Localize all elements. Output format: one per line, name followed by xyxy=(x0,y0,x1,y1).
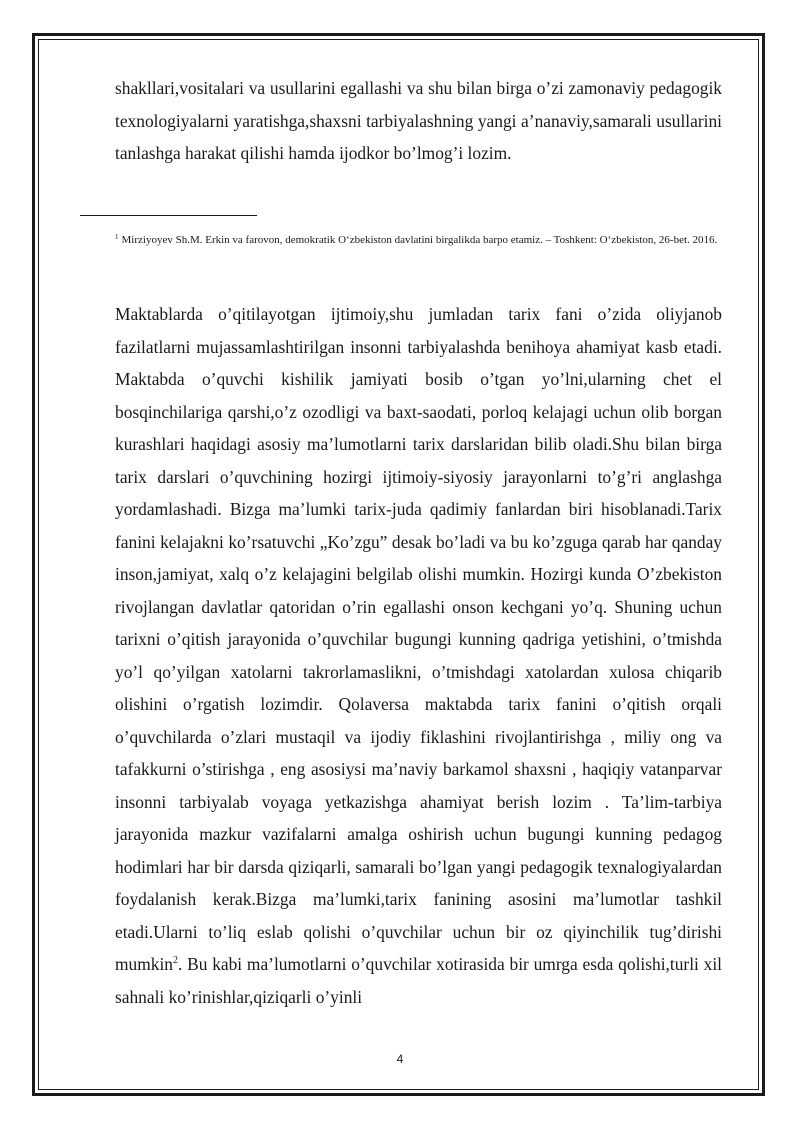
page-number: 4 xyxy=(396,1052,404,1066)
footnote-separator xyxy=(80,215,257,216)
footnote-reference: 2 xyxy=(172,955,178,966)
footnote-marker: 1 xyxy=(115,233,119,241)
paragraph-main xyxy=(115,298,722,1013)
footnote-text: Mirziyoyev Sh.M. Erkin va farovon, demokratik O‘zbekiston davlatini birgalikda barpo etamiz. – Toshkent: O‘zbekiston, 26-bet. 2016. xyxy=(121,234,718,246)
paragraph-continued: shakllari,vositalari va usullarini egallashi va shu bilan birga o’zi zamonaviy pedagogik texnologiyalarni yaratishga,shaxsni tarbiyalashning yangi a’nanaviy,samarali usullarini tanlashga harakat qilishi hamda ijodkor bo’lmog’i lozim. xyxy=(115,78,722,163)
paragraph-main-tail: . Bu kabi ma’lumotlarni o’quvchilar xotirasida bir umrga esda qolishi,turli xil sahnali ko’rinishlar,qiziqarli o’yinli xyxy=(115,954,722,1007)
footnote xyxy=(115,226,722,252)
paragraph-main-text: Maktablarda o’qitilayotgan ijtimoiy,shu jumladan tarix fani o’zida oliyjanob fazilatlarni mujassamlashtirilgan insonni tarbiyalashda benihoya ahamiyat kasb etadi. Maktabda o’quvchi kishilik jamiyati bosib o’tgan yo’lni,ularning chet el bosqinchilariga qarshi,o’z ozodligi va baxt-saodati, porloq kelajagi uchun olib borgan kurashlari haqidagi asosiy ma’lumotlarni tarix darslaridan bilib oladi.Shu bilan birga tarix darslari o’quvchining hozirgi ijtimoiy-siyosiy jarayonlarni to’g’ri anglashga yordamlashadi. Bizga ma’lumki tarix-juda qadimiy fanlardan biri hisoblanadi.Tarix fanini kelajakni ko’rsatuvchi „Ko’zgu” desak bo’ladi va bu ko’zguga qarab har qanday inson,jamiyat, xalq o’z kelajagini belgilab olishi mumkin. Hozirgi kunda O’zbekiston rivojlangan davlatlar qatoridan o’rin egallashi onson kechgani yo’q. Shuning uchun tarixni o’qitish jarayonida o’quvchilar bugungi kunning qadriga yetishini, o’tmishda yo’l qo’yilgan xatolarni takrorlamaslikni, o’tmishdagi xatolardan xulosa chiqarib olishini o’rgatish lozimdir. Qolaversa maktabda tarix fanini o’qitish orqali o’quvchilarda o’zlari mustaqil va ijodiy fiklashini rivojlantirishga , miliy ong va tafakkurni o’stirishga , eng asosiysi ma’naviy barkamol shaxsni , haqiqiy vatanparvar insonni tarbiyalab voyaga yetkazishga ahamiyat berish lozim . Ta’lim-tarbiya jarayonida mazkur vazifalarni amalga oshirish uchun bugungi kunning pedagog hodimlari har bir darsda qiziqarli, samarali bo’lgan yangi pedagogik texnalogiyalardan foydalanish kerak.Bizga ma’lumki,tarix fanining asosini ma’lumotlar tashkil etadi.Ularni to’liq eslab qolishi o’quvchilar uchun bir oz qiyinchilik tug’dirishi mumkin xyxy=(115,304,722,974)
